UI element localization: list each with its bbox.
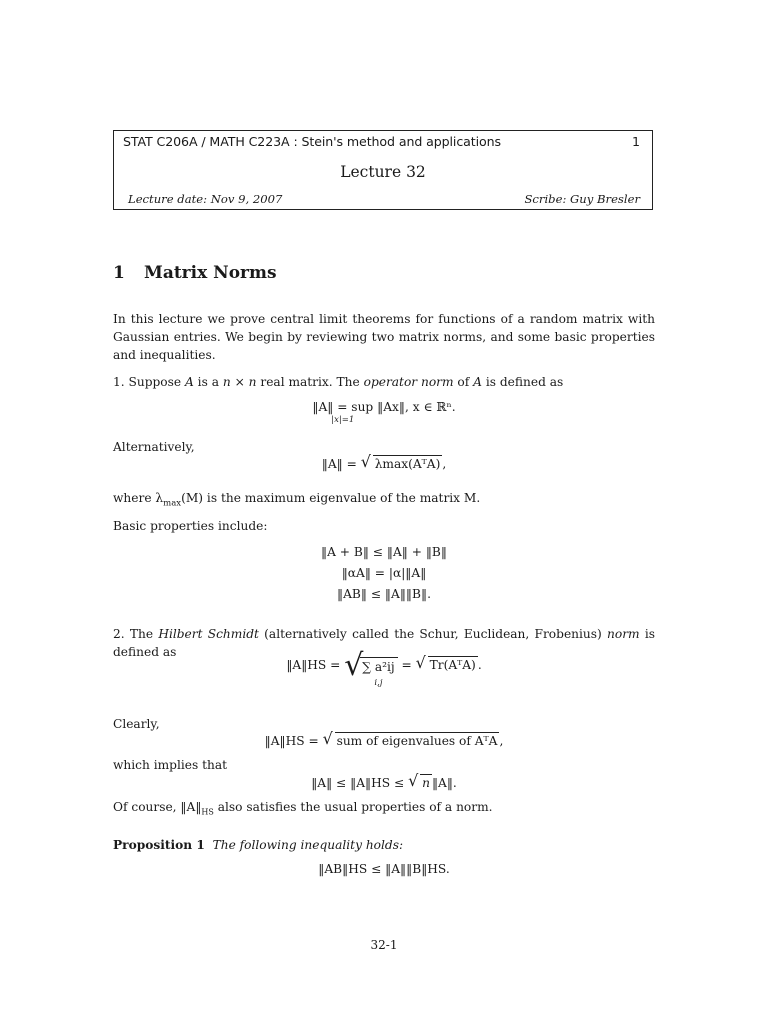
eq-text: ‖A‖ = sup [312,400,374,414]
sqrt-symbol: √ [322,729,333,748]
alternative-norm-equation [113,452,655,471]
section-number: 1 [113,263,125,283]
property-line: ‖AB‖ ≤ ‖A‖‖B‖. [337,587,431,601]
text-run: A [473,375,482,389]
text-run: is a [193,375,223,389]
text-run: 1. Suppose [113,375,185,389]
proposition-equation: ‖AB‖HS ≤ ‖A‖‖B‖HS. [318,862,450,876]
basic-properties-equations [113,542,655,605]
property-line: ‖αA‖ = |α|‖A‖ [341,566,427,580]
where-paragraph [113,489,655,512]
text-run: is defined as [481,375,564,389]
eq-radicand: sum of eigenvalues of AᵀA [336,734,498,748]
text-run: where λ [113,491,164,505]
eq-text: ‖Ax‖, x ∈ ℝⁿ. [377,400,456,414]
eq-text: ‖A‖HS = [286,658,345,672]
proposition-1 [113,836,655,854]
text-run: is defined as [113,627,655,659]
eq-limit: |x|=1 [331,415,355,425]
sqrt-symbol: √ [415,653,426,672]
text-run: n × n [222,375,257,389]
scribe-name: Scribe: Guy Bresler [524,192,640,206]
eq-radicand: n [422,776,430,790]
clearly-text: Clearly, [113,717,160,731]
text-run: real matrix. The [256,375,364,389]
text-run: of [453,375,474,389]
implies-equation [113,771,655,790]
proposition-label: Proposition 1 [113,838,205,852]
text-run: A [184,375,194,389]
header-page-number: 1 [631,134,640,149]
lecture-header-box [113,130,653,210]
lecture-date: Lecture date: Nov 9, 2007 [128,192,283,206]
text-run: (alternatively called the Schur, Euclidean, Frobenius) [258,627,608,641]
eq-radicand: Tr(AᵀA) [429,658,476,672]
of-course-paragraph [113,798,655,821]
sqrt-symbol: √ [360,452,371,471]
sqrt-symbol: √ [408,771,419,790]
intro-paragraph: In this lecture we prove central limit theorems for functions of a random matrix with Gaussian entries. We begin by reviewing two matrix norms, and some basic properties and inequalities. [113,312,655,362]
section-heading [113,263,277,283]
text-run: Of course, ‖A‖ [113,800,202,814]
eq-text: . [477,658,482,672]
proposition-text: The following inequality holds: [212,838,404,852]
text-run: also satisfies the usual properties of a norm. [213,800,493,814]
property-line: ‖A + B‖ ≤ ‖A‖ + ‖B‖ [321,545,447,559]
eq-text: ‖A‖. [431,776,457,790]
item1-paragraph [113,373,655,391]
text-run: norm [607,627,640,641]
lecture-title: Lecture 32 [340,163,426,181]
eq-text: = [397,658,416,672]
text-run: HS [201,807,214,817]
eq-text: ‖A‖ ≤ ‖A‖HS ≤ [311,776,409,790]
text-run: 2. The [113,627,159,641]
eq-radicand: λmax(AᵀA) [374,457,441,471]
text-run: operator norm [363,375,454,389]
text-run: (M) is the maximum eigenvalue of the matrix M. [181,491,481,505]
eq-sum: ∑ a²ij [362,660,395,674]
footer-page-number: 32-1 [370,938,398,952]
hilbert-schmidt-equation [113,648,655,688]
text-run: Hilbert Schmidt [158,627,259,641]
text-run: max [163,498,182,509]
implies-text: which implies that [113,758,228,772]
basic-properties-text: Basic properties include: [113,519,268,533]
eq-text: , [442,457,447,471]
eq-text: ‖A‖HS = [264,734,323,748]
eq-text: , [499,734,504,748]
section-title: Matrix Norms [144,263,277,283]
sqrt-symbol: √ [344,648,364,683]
operator-norm-equation [113,400,655,425]
alternatively-text: Alternatively, [113,440,195,454]
clearly-equation [113,729,655,748]
eq-text: ‖A‖ = [321,457,361,471]
course-title: STAT C206A / MATH C223A : Stein's method and applications [123,134,501,149]
eq-limit: i,j [374,678,383,688]
